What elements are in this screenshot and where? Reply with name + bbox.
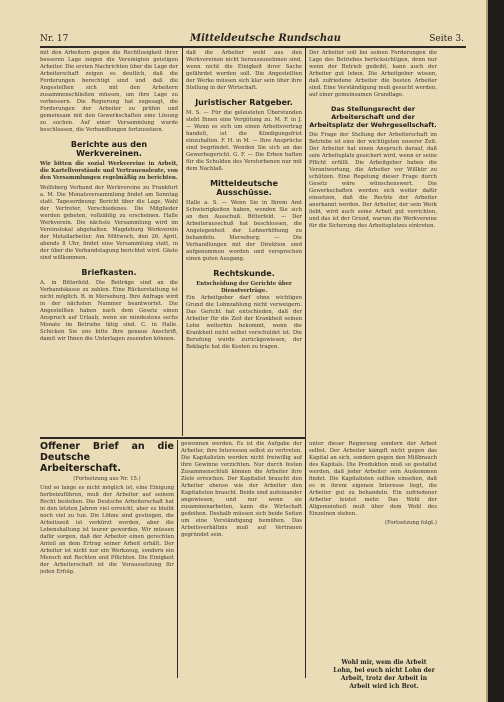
page-number-left: Nr. 17 (40, 34, 69, 44)
col1-intro: mit den Arbeitern gegen die Rechtlosigkeit ihrer besseren Lage zeigen die Vereinigten geistigen Arbeiter. Die ersten Nachrichten über die Lage der Arbeiterschaft zeigen es deutlich, daß die Forderungen berechtigt sind und daß die Angestellten sich mit den Arbeitern zusammenschließen müssen, um ihre Lage zu verbessern. Die Regierung hat zugesagt, die Forderungen der Arbeiter zu prüfen und gemeinsam mit den Gewerkschaften eine Lösung zu suchen. Auf einer Versammlung wurde beschlossen, die Verhandlungen fortzusetzen. (40, 50, 178, 133)
section-body-rechtskunde: Ein Arbeitgeber darf ohne wichtigen Grund die Lohnzahlung nicht verweigern. Das Gericht hat entschieden, daß der Arbeiter für die Zeit der Krankheit seinen Lohn weiterhin bekommt, wenn die Krankheit nicht selbst verschuldet ist. Die Berufung wurde zurückgewiesen, der Beklagte hat die Kosten zu tragen. (186, 295, 302, 350)
section-title-stellungsrecht: Das Stellungsrecht der Arbeiterschaft und der Arbeitsplatz der Wehrgesellschaft. (309, 105, 437, 129)
section-body-ratgeber: M. S. — Für die geleisteten Überstunden steht Ihnen eine Vergütung zu. M. F. in J. — Wenn es sich um einen Arbeitsvertrag handelt, ist die Kündigungsfrist einzuhalten. F. H. in M. — Ihre Ansprüche sind begründet. Wenden Sie sich an das Gewerbegericht. G. F. — Die Erben haften für die Schulden des Verstorbenen nur mit dem Nachlaß. (186, 110, 302, 172)
section-title-ausschuesse: Mitteldeutsche Ausschüsse. (210, 179, 278, 197)
section-body-ausschuesse: Halle a. S. — Wenn Sie in Ihrem Amt Schwierigkeiten haben, wenden Sie sich an den Ausschuß. Bitterfeld. — Der Arbeiterausschuß hat beschlossen, die Angelegenheit der Lohnerhöhung zu behandeln. Merseburg. — Die Verhandlungen mit der Direktion sind aufgenommen worden und versprechen einen guten Ausgang. (186, 200, 302, 262)
section-title-ratgeber: Juristischer Ratgeber. (195, 98, 293, 107)
column-3 (309, 50, 437, 434)
column-1 (40, 50, 178, 434)
section-sub-werkvereine: Wir bitten die sozial Werkvereine in Arbeit, die Kartellvorstände und Vertrauensleute, von den Versammlungen regelmäßig zu berichten. (40, 161, 178, 181)
article-continued: (Fortsetzung aus Nr. 15.) (73, 476, 141, 482)
col2-intro: daß die Arbeiter wohl aus den Werkvereinen nicht herauszunehmen sind, wenn nicht die Einigkeit ihrer Sache gefährdet werden soll. Die Angestellten der Werke müssen sich klar sein über ihre Stellung in der Wirtschaft. (186, 50, 302, 91)
article-body-1: Und so lange es nicht möglich ist, eine Einigung herbeizuführen, muß der Arbeiter auf seinem Recht bestehen. Die Deutsche Arbeiterschaft hat in den letzten Jahren viel erreicht, aber es bleibt noch viel zu tun. Die Löhne sind gestiegen, die Arbeitszeit ist verkürzt worden, aber die Lebenshaltung ist teurer geworden. Wir müssen dafür sorgen, daß der Arbeiter einen gerechten Anteil an dem Ertrag seiner Arbeit erhält. Der Arbeiter ist nicht nur ein Werkzeug, sondern ein Mensch mit Rechten und Pflichten. Die Einigkeit der Arbeiterschaft ist die Voraussetzung für jeden Erfolg. (40, 485, 174, 575)
section-sub-rechtskunde: Entscheidung der Gerichte über Dienstverträge. (196, 281, 292, 294)
article-column-3 (309, 441, 437, 655)
col3-intro: Der Arbeiter soll bei seinen Forderungen die Lage des Betriebes berücksichtigen, denn nur wenn der Betrieb gedeiht, kann auch der Arbeiter gut leben. Die Arbeitgeber wissen, daß zufriedene Arbeiter die besten Arbeiter sind. Eine Verständigung muß gesucht werden, auf einer gemeinsamen Grundlage. (309, 50, 437, 98)
section-title-rechtskunde: Rechtskunde. (213, 269, 275, 278)
section-title-briefkasten: Briefkasten. (81, 268, 137, 277)
article-title: Offener Brief an die Deutsche Arbeiterschaft. (40, 441, 174, 474)
section-title-werkvereine: Berichte aus den Werkvereinen. (70, 140, 148, 158)
closing-motto: Wohl mir, wem die Arbeit Lohn, bei euch nicht Lohn der Arbeit, trotz der Arbeit in Arbeit wird ich Brot. (333, 659, 435, 690)
article-body-3: unter dieser Regierung sondern der Arbeit selbst. Der Arbeiter kämpft nicht gegen das Kapital an sich, sondern gegen den Mißbrauch des Kapitals. Die Produktion muß so gestaltet werden, daß jeder Arbeiter sein Auskommen findet. Die Kapitalisten sollten einsehen, daß es in ihrem eigenen Interesse liegt, die Arbeiter gut zu behandeln. Ein zufriedener Arbeiter leistet mehr. Das Wohl der Allgemeinheit muß über dem Wohl des Einzelnen stehen. (309, 441, 437, 517)
article-body-2: gewonnen werden. Es ist die Aufgabe der Arbeiter, ihre Interessen selbst zu vertreten. Die Kapitalisten werden nicht freiwillig auf ihre Gewinne verzichten. Nur durch festen Zusammenschluß können die Arbeiter ihre Ziele erreichen. Der Kapitalist braucht den Arbeiter ebenso wie der Arbeiter den Kapitalisten braucht. Beide sind aufeinander angewiesen, und nur wenn sie zusammenarbeiten, kann die Wirtschaft gedeihen. Deshalb müssen sich beide Seiten um eine Verständigung bemühen. Das Arbeitsverhältnis muß auf Vertrauen gegründet sein. (181, 441, 302, 538)
column-2 (186, 50, 302, 434)
header-rule (40, 46, 466, 48)
page-number-right: Seite 3. (429, 34, 464, 44)
article-continued-note: (Fortsetzung folgt.) (384, 520, 437, 526)
section-body-werkvereine: Wolfsberg Verband der Werkvereine zu Frankfurt a. M. Die Monatsversammlung findet am Sonntag statt. Tagesordnung: Bericht über die Lage, Wahl der Vertreter, Verschiedenes. Die Mitglieder werden gebeten, vollzählig zu erscheinen. Halle Werkverein. Die nächste Versammlung wird im Vereinslokal abgehalten. Magdeburg Werkverein der Metallarbeiter. Am Mittwoch, den 26. April, abends 8 Uhr, findet eine Versammlung statt, in der über die Verbandstagung berichtet wird. Gäste sind willkommen. (40, 185, 178, 261)
section-body-stellungsrecht: Die Frage der Stellung der Arbeiterschaft im Betriebe ist eine der wichtigsten unserer Zeit. Der Arbeiter hat einen Anspruch darauf, daß sein Arbeitsplatz gesichert wird, wenn er seine Pflicht erfüllt. Die Arbeitgeber haben die Verantwortung, die Arbeiter vor Willkür zu schützen. Eine Regelung dieser Frage durch Gesetz wäre wünschenswert. Die Gewerkschaften werden sich weiter dafür einsetzen, daß die Rechte der Arbeiter anerkannt werden. Der Arbeiter, der sein Werk liebt, wird auch seine Arbeit gut verrichten, und das ist der Grund, warum die Werkvereine für die Sicherung des Arbeitsplatzes eintreten. (309, 132, 437, 229)
article-column-1 (40, 441, 174, 677)
article-divider (40, 437, 305, 439)
column-divider-2 (305, 48, 306, 678)
newspaper-title: Mitteldeutsche Rundschau (190, 33, 341, 44)
article-column-divider-1 (177, 440, 178, 678)
book-binding (488, 0, 504, 702)
section-body-briefkasten: A. in Bitterfeld. Die Beiträge sind an die Verbandskasse zu zahlen. Eine Rückerstattung ist nicht möglich. B. in Merseburg. Ihre Anfrage wird in der nächsten Nummer beantwortet. Die Angestellten haben nach dem Gesetz einen Anspruch auf Urlaub, wenn sie mindestens sechs Monate im Betriebe tätig sind. C. in Halle. Schicken Sie uns bitte Ihre genaue Anschrift, damit wir Ihnen die Unterlagen zusenden können. (40, 280, 178, 342)
article-column-2 (181, 441, 302, 677)
column-divider-1 (182, 48, 183, 436)
page-header (40, 33, 464, 46)
